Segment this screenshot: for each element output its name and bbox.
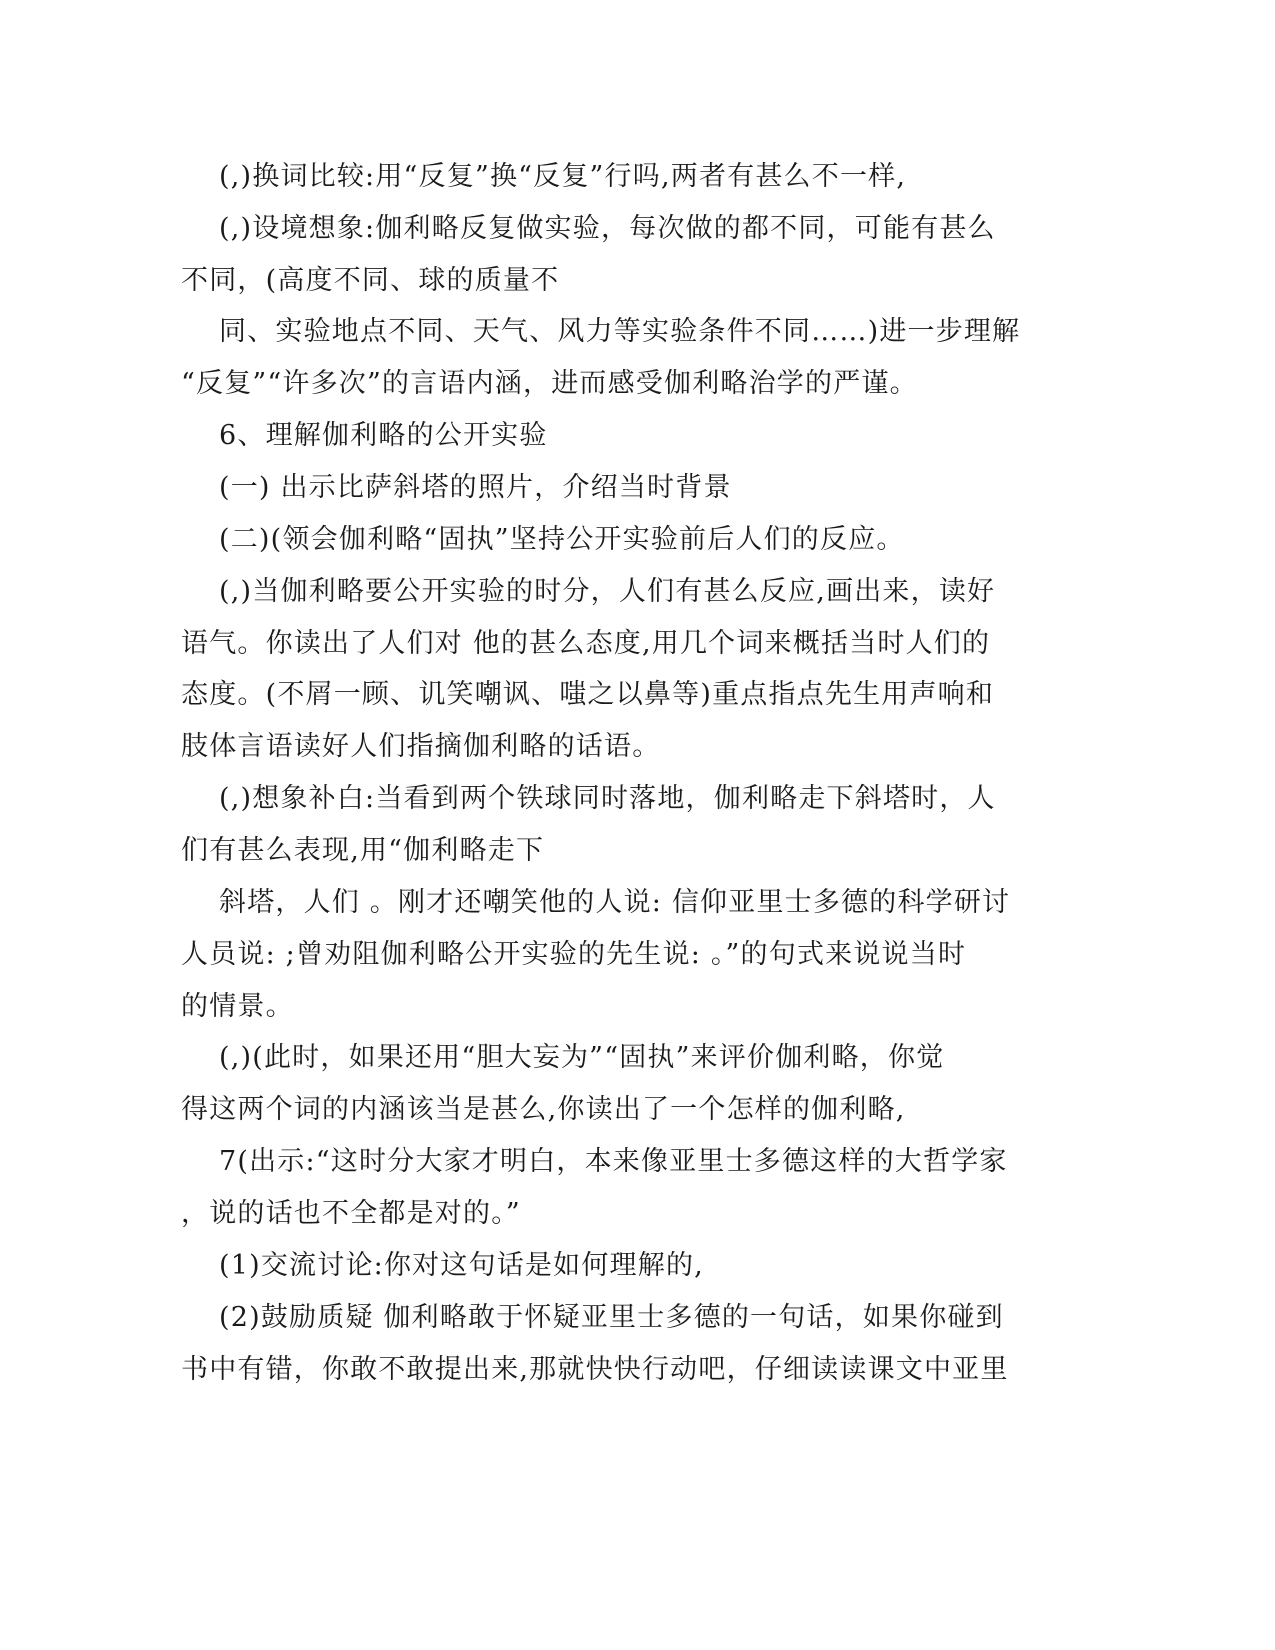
- section-heading: 6、理解伽利略的公开实验: [219, 420, 548, 451]
- text-line: (,)(此时，如果还用“胆大妄为”“固执”来评价伽利略，你觉: [219, 1042, 945, 1073]
- text-line: 态度。(不屑一顾、讥笑嘲讽、嗤之以鼻等)重点指点先生用声响和: [181, 679, 995, 710]
- text-line: 肢体言语读好人们指摘伽利略的话语。: [181, 731, 661, 762]
- text-line: 书中有错，你敢不敢提出来,那就快快行动吧，仔细读读课文中亚里: [181, 1354, 1009, 1385]
- text-line: 的情景。: [181, 991, 294, 1022]
- text-line: ，说的话也不全都是对的。”: [181, 1198, 521, 1229]
- text-line: 同、实验地点不同、天气、风力等实验条件不同……)进一步理解: [219, 316, 1021, 347]
- text-line: (二)(领会伽利略“固执”坚持公开实验前后人们的反应。: [219, 524, 905, 555]
- text-line: 不同，(高度不同、球的质量不: [181, 265, 560, 296]
- text-line: (,)换词比较:用“反复”换“反复”行吗,两者有甚么不一样,: [219, 161, 907, 192]
- text-line: (,)设境想象:伽利略反复做实验，每次做的都不同，可能有甚么: [219, 213, 996, 244]
- text-line: 得这两个词的内涵该当是甚么,你读出了一个怎样的伽利略,: [181, 1094, 906, 1125]
- text-line: (2)鼓励质疑 伽利略敢于怀疑亚里士多德的一句话，如果你碰到: [219, 1302, 1004, 1333]
- text-line: (一) 出示比萨斜塔的照片，介绍当时背景: [219, 472, 732, 503]
- text-line: “反复”“许多次”的言语内涵，进而感受伽利略治学的严谨。: [181, 368, 918, 399]
- text-line: 7(出示:“这时分大家才明白，本来像亚里士多德这样的大哲学家: [219, 1146, 1008, 1177]
- text-line: 语气。你读出了人们对 他的甚么态度,用几个词来概括当时人们的: [181, 628, 991, 659]
- text-line: 们有甚么表现,用“伽利略走下: [181, 835, 545, 866]
- text-line: (1)交流讨论:你对这句话是如何理解的,: [219, 1250, 704, 1281]
- text-line: 斜塔，人们 。刚才还嘲笑他的人说: 信仰亚里士多德的科学研讨: [219, 887, 1011, 918]
- text-line: (,)当伽利略要公开实验的时分，人们有甚么反应,画出来，读好: [219, 576, 996, 607]
- text-line: (,)想象补白:当看到两个铁球同时落地，伽利略走下斜塔时，人: [219, 783, 996, 814]
- text-line: 人员说: ;曾劝阻伽利略公开实验的先生说: 。”的句式来说说当时: [181, 939, 967, 970]
